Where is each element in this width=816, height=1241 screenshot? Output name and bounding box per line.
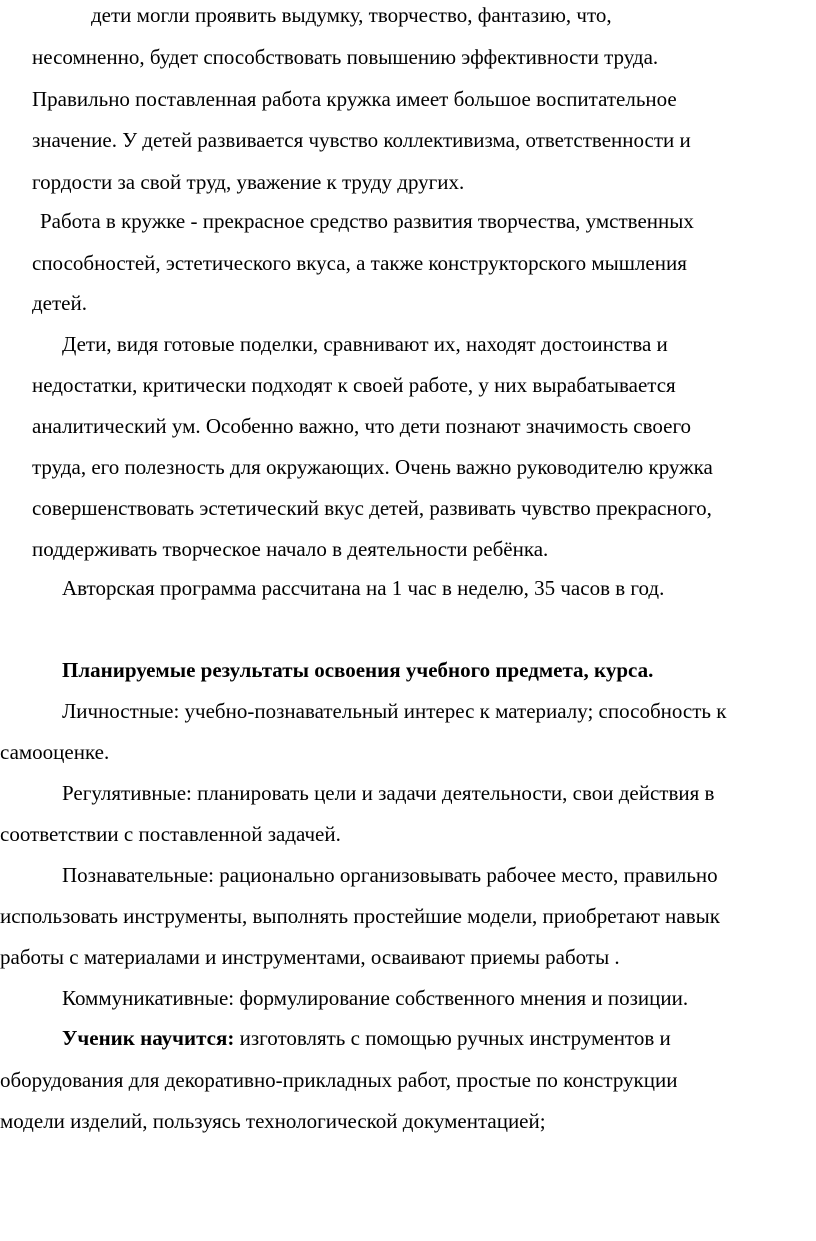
text-line: Авторская программа рассчитана на 1 час в неделю, 35 часов в год. <box>62 576 665 600</box>
text-line: совершенствовать эстетический вкус детей, развивать чувство прекрасного, <box>32 496 712 520</box>
learner-text: изготовлять с помощью ручных инструментов и <box>234 1026 671 1050</box>
text-line: соответствии с поставленной задачей. <box>0 822 341 846</box>
text-line: модели изделий, пользуясь технологической документацией; <box>0 1109 546 1133</box>
text-line: Коммуникативные: формулирование собственного мнения и позиции. <box>62 986 689 1010</box>
text-line: Работа в кружке - прекрасное средство развития творчества, умственных <box>40 209 694 233</box>
text-line: недостатки, критически подходят к своей работе, у них вырабатывается <box>32 373 676 397</box>
text-line <box>62 1025 671 1051</box>
text-line: Регулятивные: планировать цели и задачи деятельности, свои действия в <box>62 781 715 805</box>
text-line: несомненно, будет способствовать повышению эффективности труда. <box>32 45 659 69</box>
text-line: аналитический ум. Особенно важно, что дети познают значимость своего <box>32 414 692 438</box>
section-heading: Планируемые результаты освоения учебного предмета, курса. <box>62 658 654 682</box>
text-line: Личностные: учебно-познавательный интерес к материалу; способность к <box>62 699 727 723</box>
text-line: детей. <box>32 291 87 315</box>
text-line: труда, его полезность для окружающих. Очень важно руководителю кружка <box>32 455 713 479</box>
learner-label: Ученик научится: <box>62 1026 235 1050</box>
text-line: Дети, видя готовые поделки, сравнивают их, находят достоинства и <box>62 332 668 356</box>
text-line: поддерживать творческое начало в деятельности ребёнка. <box>32 537 549 561</box>
text-line: значение. У детей развивается чувство коллективизма, ответственности и <box>32 128 691 152</box>
text-line: оборудования для декоративно-прикладных работ, простые по конструкции <box>0 1068 678 1092</box>
text-line: работы с материалами и инструментами, осваивают приемы работы . <box>0 945 620 969</box>
text-line: Правильно поставленная работа кружка имеет большое воспитательное <box>32 87 677 111</box>
text-line: способностей, эстетического вкуса, а также конструкторского мышления <box>32 251 687 275</box>
text-line: гордости за свой труд, уважение к труду других. <box>32 170 465 194</box>
text-line: Познавательные: рационально организовывать рабочее место, правильно <box>62 863 718 887</box>
text-line: самооценке. <box>0 740 110 764</box>
text-line: дети могли проявить выдумку, творчество, фантазию, что, <box>91 3 612 27</box>
text-line: использовать инструменты, выполнять простейшие модели, приобретают навык <box>0 904 720 928</box>
